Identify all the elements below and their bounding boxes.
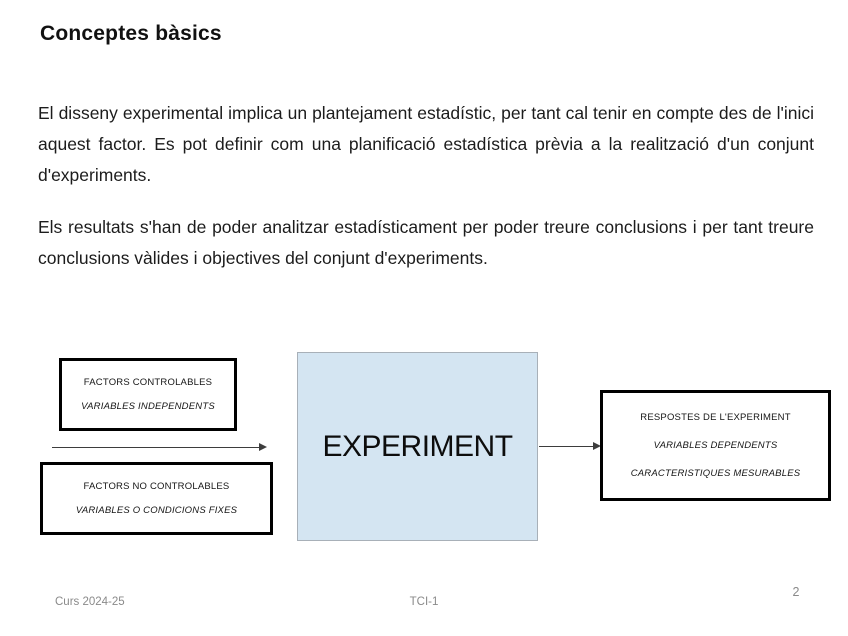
footer-center-label: TCI-1 bbox=[409, 596, 439, 608]
independent-variables-label: VARIABLES INDEPENDENTS bbox=[81, 401, 215, 413]
outputs-arrow-line bbox=[539, 446, 595, 447]
experiment-box bbox=[297, 352, 538, 541]
page-number: 2 bbox=[792, 585, 800, 599]
uncontrollable-factors-box bbox=[40, 462, 273, 535]
footer-course: Curs 2024-25 bbox=[55, 596, 125, 608]
measurable-characteristics-label: CARACTERISTIQUES MESURABLES bbox=[630, 468, 801, 479]
controllable-factors-label: FACTORS CONTROLABLES bbox=[83, 376, 213, 388]
inputs-arrowhead-icon bbox=[259, 443, 267, 451]
inputs-arrow-line bbox=[52, 447, 261, 448]
responses-label: RESPOSTES DE L'EXPERIMENT bbox=[640, 412, 791, 423]
inputs-arrow bbox=[52, 443, 267, 452]
paragraph-design: El disseny experimental implica un plantejament estadístic, per tant cal tenir en compte des de l'inici aquest factor. Es pot definir com una planificació estadística prèvia a la realització d'un conjunt d'experiments. bbox=[38, 103, 814, 185]
outputs-arrow bbox=[539, 442, 601, 451]
page-title: Conceptes bàsics bbox=[40, 22, 222, 45]
dependent-variables-label: VARIABLES DEPENDENTS bbox=[653, 440, 778, 451]
controllable-factors-box bbox=[59, 358, 237, 431]
uncontrollable-factors-label: FACTORS NO CONTROLABLES bbox=[83, 480, 230, 492]
fixed-conditions-label: VARIABLES O CONDICIONS FIXES bbox=[75, 505, 238, 517]
paragraph-results: Els resultats s'han de poder analitzar estadísticament per poder treure conclusions i per tant treure conclusions vàlides i objectives del conjunt d'experiments. bbox=[38, 217, 814, 268]
experiment-label: EXPERIMENT bbox=[322, 429, 513, 463]
responses-box bbox=[600, 390, 831, 501]
